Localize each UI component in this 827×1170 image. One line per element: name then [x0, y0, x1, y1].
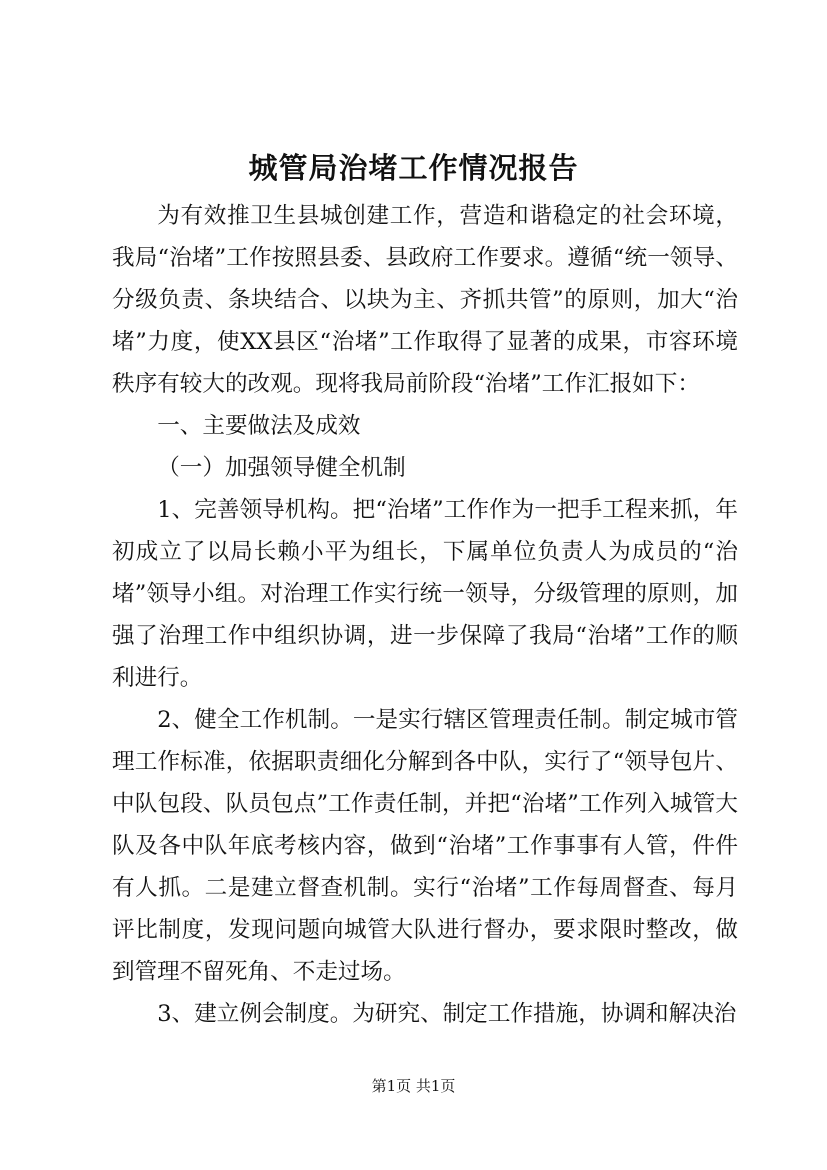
paragraph-item-2: 2、健全工作机制。一是实行辖区管理责任制。制定城市管理工作标准，依据职责细化分解到各中队，实行了“领导包片、中队包段、队员包点”工作责任制，并把“治堵”工作列入城管大队及各中队年底考核内容，做到“治堵”工作事事有人管，件件有人抓。二是建立督查机制。实行“治堵”工作每周督查、每月评比制度，发现问题向城管大队进行督办，要求限时整改，做到管理不留死角、不走过场。 — [112, 707, 738, 985]
document-title: 城管局治堵工作情况报告 — [248, 151, 579, 185]
subsection-heading-1: （一）加强领导健全机制 — [157, 455, 406, 481]
section-heading-1: 一、主要做法及成效 — [157, 413, 361, 439]
document-body — [112, 195, 738, 1035]
paragraph-intro: 为有效推卫生县城创建工作，营造和谐稳定的社会环境，我局“治堵”工作按照县委、县政府工作要求。遵循“统一领导、分级负责、条块结合、以块为主、齐抓共管”的原则，加大“治堵”力度，使XX县区“治堵”工作取得了显著的成果，市容环境秩序有较大的改观。现将我局前阶段“治堵”工作汇报如下： — [112, 203, 738, 397]
paragraph-item-1: 1、完善领导机构。把“治堵”工作作为一把手工程来抓，年初成立了以局长赖小平为组长，下属单位负责人为成员的“治堵”领导小组。对治理工作实行统一领导，分级管理的原则，加强了治理工作中组织协调，进一步保障了我局“治堵”工作的顺利进行。 — [112, 497, 738, 691]
paragraph-item-3: 3、建立例会制度。为研究、制定工作措施，协调和解决治 — [157, 1001, 737, 1027]
page-footer: 第1页 共1页 — [371, 1077, 456, 1095]
